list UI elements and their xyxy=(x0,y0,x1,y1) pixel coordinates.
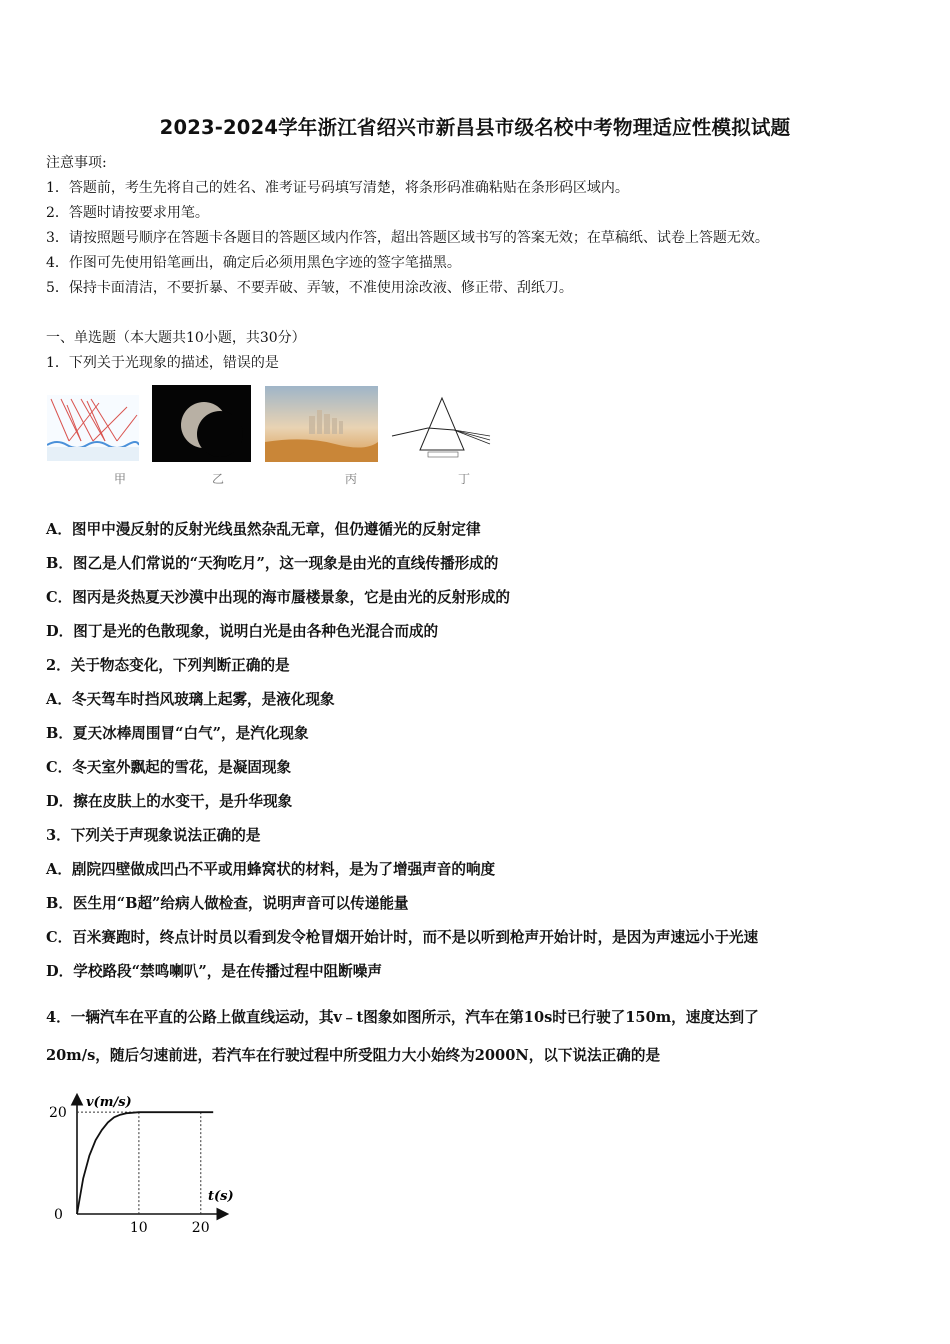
section-heading: 一、单选题（本大题共10小题，共30分） xyxy=(46,330,306,346)
figure-caption-jia: 甲 xyxy=(114,472,127,486)
question-2-option-c: C．冬天室外飘起的雪花，是凝固现象 xyxy=(46,759,292,776)
prism-dispersion-figure xyxy=(390,394,496,460)
notice-item: 2．答题时请按要求用笔。 xyxy=(46,205,209,221)
page-title: 2023-2024学年浙江省绍兴市新昌县市级名校中考物理适应性模拟试题 xyxy=(159,116,791,139)
diffuse-reflection-figure xyxy=(47,395,139,461)
x-tick-label: 10 xyxy=(129,1220,148,1236)
origin-label: 0 xyxy=(54,1207,63,1223)
question-3-option-a: A．剧院四壁做成凹凸不平或用蜂窝状的材料，是为了增强声音的响度 xyxy=(46,861,496,878)
notice-item: 5．保持卡面清洁，不要折暴、不要弄破、弄皱，不准使用涂改液、修正带、刮纸刀。 xyxy=(46,280,573,296)
figure-caption-ding: 丁 xyxy=(458,472,471,486)
x-axis-label: t(s) xyxy=(208,1189,234,1204)
notice-item: 3．请按照题号顺序在答题卡各题目的答题区域内作答，超出答题区域书写的答案无效；在草稿纸、试卷上答题无效。 xyxy=(46,230,769,246)
figure-caption-yi: 乙 xyxy=(212,472,225,486)
question-1-stem: 1．下列关于光现象的描述，错误的是 xyxy=(46,355,279,371)
question-2-option-b: B．夏天冰棒周围冒“白气”，是汽化现象 xyxy=(46,725,309,742)
lunar-eclipse-figure xyxy=(152,385,251,462)
question-2-stem: 2．关于物态变化，下列判断正确的是 xyxy=(46,657,290,674)
notice-item: 4．作图可先使用铅笔画出，确定后必须用黑色字迹的签字笔描黑。 xyxy=(46,255,461,271)
question-3-option-b: B．医生用“B超”给病人做检查，说明声音可以传递能量 xyxy=(46,895,409,912)
velocity-curve xyxy=(77,1112,213,1214)
question-1-option-a: A．图甲中漫反射的反射光线虽然杂乱无章，但仍遵循光的反射定律 xyxy=(46,521,481,538)
question-3-stem: 3．下列关于声现象说法正确的是 xyxy=(46,827,261,844)
question-4-stem-line1: 4．一辆汽车在平直的公路上做直线运动，其v﹣t图象如图所示，汽车在第10s时已行驶了150m，速度达到了 xyxy=(46,1009,759,1026)
y-tick-label: 20 xyxy=(49,1105,67,1122)
question-3-option-d: D．学校路段“禁鸣喇叭”，是在传播过程中阻断噪声 xyxy=(46,963,382,980)
question-1-option-d: D．图丁是光的色散现象，说明白光是由各种色光混合而成的 xyxy=(46,623,439,640)
notice-item: 1．答题前，考生先将自己的姓名、准考证号码填写清楚，将条形码准确粘贴在条形码区域内。 xyxy=(46,180,629,196)
notice-heading: 注意事项: xyxy=(46,155,107,171)
figure-caption-bing: 丙 xyxy=(345,472,358,486)
vt-graph xyxy=(40,1088,250,1238)
x-tick-label: 20 xyxy=(191,1220,210,1236)
question-2-option-a: A．冬天驾车时挡风玻璃上起雾，是液化现象 xyxy=(46,691,335,708)
question-1-option-c: C．图丙是炎热夏天沙漠中出现的海市蜃楼景象，它是由光的反射形成的 xyxy=(46,589,511,606)
mirage-figure xyxy=(265,386,378,462)
question-4-stem-line2: 20m/s，随后匀速前进，若汽车在行驶过程中所受阻力大小始终为2000N，以下说法正确的是 xyxy=(46,1047,661,1064)
y-axis-label: v(m/s) xyxy=(86,1095,132,1110)
question-1-option-b: B．图乙是人们常说的“天狗吃月”，这一现象是由光的直线传播形成的 xyxy=(46,555,499,572)
question-2-option-d: D．擦在皮肤上的水变干，是升华现象 xyxy=(46,793,293,810)
question-3-option-c: C．百米赛跑时，终点计时员以看到发令枪冒烟开始计时，而不是以听到枪声开始计时，是因为声速远小于光速 xyxy=(46,929,759,946)
